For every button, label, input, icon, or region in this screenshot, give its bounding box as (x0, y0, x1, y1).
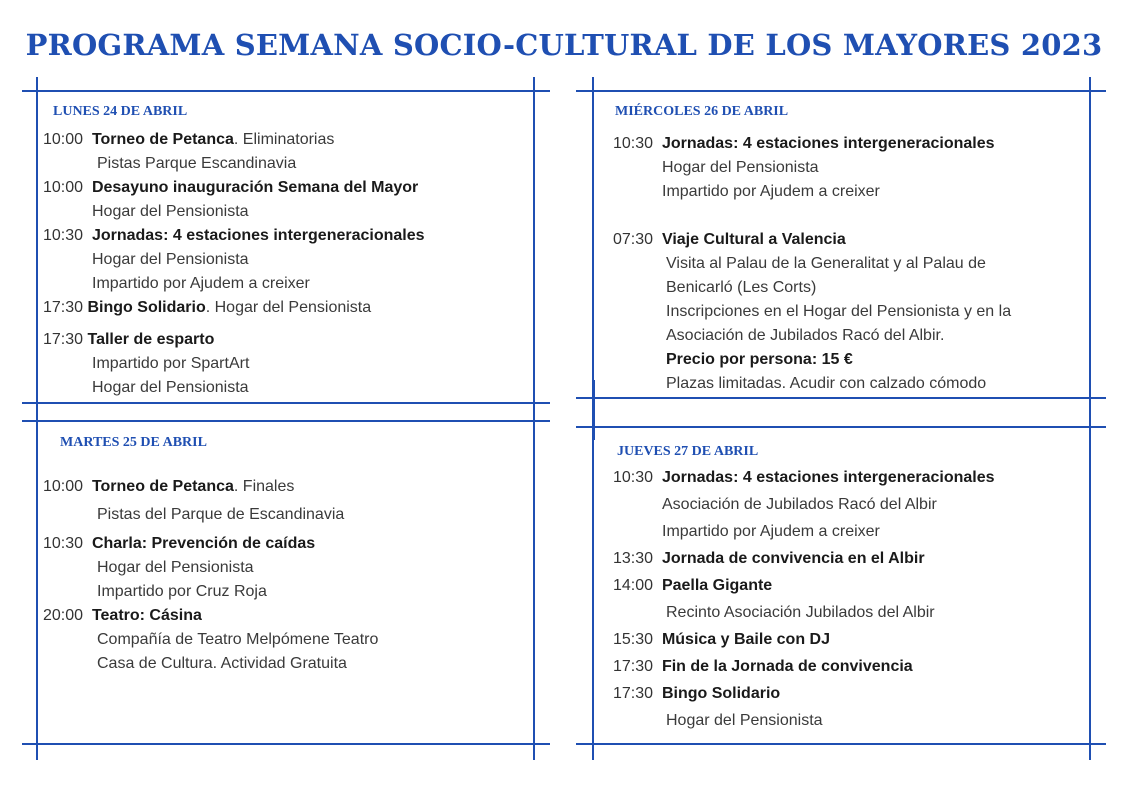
event-row (43, 226, 425, 246)
frame-line (594, 380, 595, 440)
frame-line (576, 426, 1106, 428)
event-row (613, 549, 925, 569)
event-title: Bingo Solidario (661, 685, 781, 702)
day-header: MIÉRCOLES 26 DE ABRIL (615, 104, 789, 119)
frame-line (22, 743, 550, 745)
frame-line (36, 77, 38, 760)
frame-line (533, 77, 535, 760)
event-time: 20:00 (43, 607, 84, 624)
event-row (43, 130, 334, 150)
event-title: Taller de esparto (87, 331, 215, 348)
event-row (43, 298, 371, 318)
event-row (613, 134, 995, 154)
page-title: PROGRAMA SEMANA SOCIO-CULTURAL DE LOS MAYORES 2023 (25, 28, 1103, 62)
event-row (613, 684, 780, 704)
event-detail: Plazas limitadas. Acudir con calzado cómodo (666, 375, 987, 392)
event-suffix: . Finales (233, 478, 295, 495)
event-time: 10:30 (43, 227, 84, 244)
event-detail: Inscripciones en el Hogar del Pensionista y en la (666, 303, 1012, 320)
event-detail: Hogar del Pensionista (666, 712, 823, 729)
event-detail: Pistas Parque Escandinavia (97, 155, 297, 172)
day-header: LUNES 24 DE ABRIL (53, 104, 188, 119)
event-detail: Hogar del Pensionista (92, 251, 249, 268)
event-title: Jornadas: 4 estaciones intergeneracionales (661, 469, 995, 486)
event-time: 10:30 (613, 469, 654, 486)
frame-line (22, 90, 550, 92)
event-row (43, 330, 214, 350)
event-detail: Visita al Palau de la Generalitat y al Palau de (666, 255, 986, 272)
event-time: 07:30 (613, 231, 654, 248)
event-row (613, 630, 830, 650)
event-time: 10:00 (43, 478, 84, 495)
event-title: Jornada de convivencia en el Albir (661, 550, 925, 567)
event-detail: Recinto Asociación Jubilados del Albir (666, 604, 935, 621)
event-detail: Hogar del Pensionista (92, 203, 249, 220)
price-detail: Precio por persona: 15 € (666, 351, 853, 368)
event-row (43, 534, 315, 554)
event-detail: Impartido por SpartArt (92, 355, 250, 372)
event-time: 17:30 (613, 658, 654, 675)
event-time: 17:30 (43, 299, 84, 316)
day-header: JUEVES 27 DE ABRIL (617, 444, 759, 459)
event-detail: Pistas del Parque de Escandinavia (97, 506, 345, 523)
event-title: Jornadas: 4 estaciones intergeneracionales (91, 227, 425, 244)
event-title: Torneo de Petanca (91, 478, 234, 495)
event-title: Jornadas: 4 estaciones intergeneracionales (661, 135, 995, 152)
event-suffix: . Eliminatorias (233, 131, 335, 148)
event-row (43, 477, 294, 497)
event-detail: Hogar del Pensionista (662, 159, 819, 176)
event-time: 10:30 (43, 535, 84, 552)
event-time: 17:30 (43, 331, 84, 348)
frame-line (1089, 77, 1091, 760)
event-title: Fin de la Jornada de convivencia (661, 658, 913, 675)
event-detail: Hogar del Pensionista (92, 379, 249, 396)
event-title: Teatro: Cásina (91, 607, 202, 624)
event-suffix: . Hogar del Pensionista (205, 299, 372, 316)
event-time: 14:00 (613, 577, 654, 594)
frame-line (576, 743, 1106, 745)
event-detail: Benicarló (Les Corts) (666, 279, 817, 296)
event-title: Música y Baile con DJ (661, 631, 830, 648)
event-detail: Casa de Cultura. Actividad Gratuita (97, 655, 347, 672)
event-row (43, 178, 418, 198)
event-title: Bingo Solidario (87, 299, 206, 316)
event-time: 15:30 (613, 631, 654, 648)
event-title: Paella Gigante (661, 577, 773, 594)
frame-line (576, 90, 1106, 92)
event-detail: Impartido por Ajudem a creixer (92, 275, 310, 292)
day-header: MARTES 25 DE ABRIL (60, 435, 207, 450)
event-row (613, 576, 772, 596)
event-detail: Impartido por Ajudem a creixer (662, 183, 880, 200)
event-row (613, 657, 913, 677)
event-row (613, 230, 846, 250)
event-title: Viaje Cultural a Valencia (661, 231, 846, 248)
event-detail: Asociación de Jubilados Racó del Albir (662, 496, 937, 513)
event-row (613, 468, 995, 488)
event-title: Desayuno inauguración Semana del Mayor (91, 179, 419, 196)
event-detail: Asociación de Jubilados Racó del Albir. (666, 327, 945, 344)
frame-line (576, 397, 1106, 399)
event-time: 17:30 (613, 685, 654, 702)
event-title: Torneo de Petanca (91, 131, 234, 148)
event-time: 10:30 (613, 135, 654, 152)
event-detail: Compañía de Teatro Melpómene Teatro (97, 631, 379, 648)
event-time: 10:00 (43, 131, 84, 148)
event-row (43, 606, 202, 626)
event-detail: Hogar del Pensionista (97, 559, 254, 576)
frame-line (22, 402, 550, 404)
event-detail: Impartido por Ajudem a creixer (662, 523, 880, 540)
event-title: Charla: Prevención de caídas (91, 535, 316, 552)
event-detail: Impartido por Cruz Roja (97, 583, 267, 600)
event-time: 10:00 (43, 179, 84, 196)
event-time: 13:30 (613, 550, 654, 567)
frame-line (22, 420, 550, 422)
